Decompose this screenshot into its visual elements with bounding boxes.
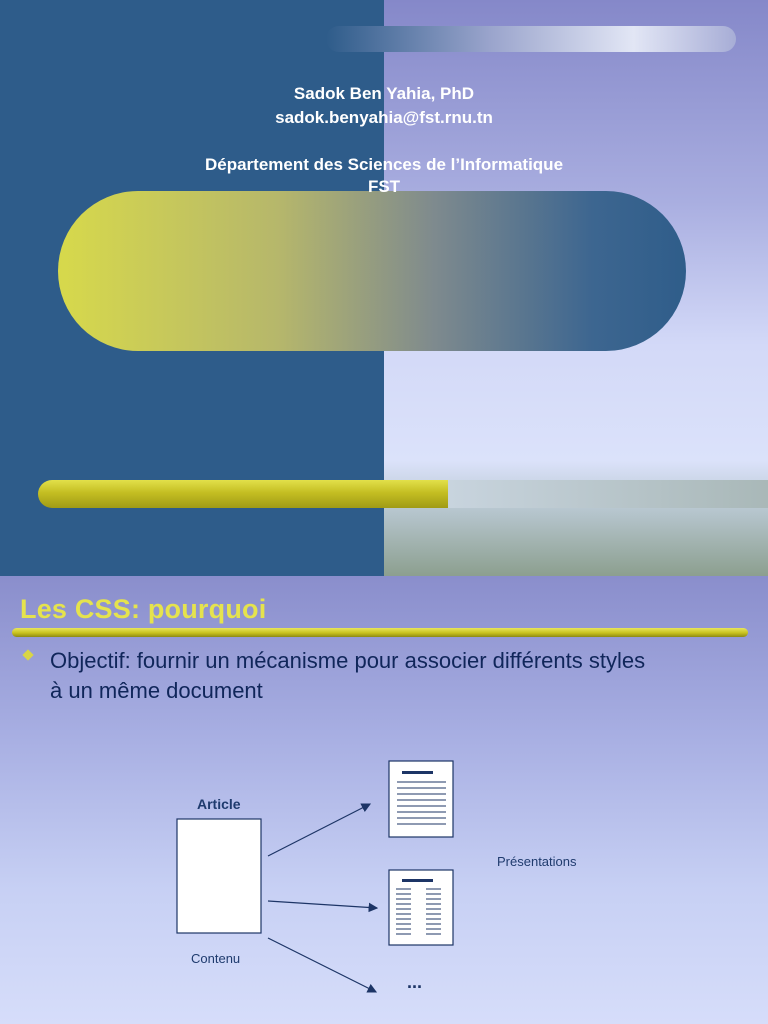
arrow-to-more	[268, 938, 376, 992]
department-name: Département des Sciences de l’Informatique	[204, 155, 564, 174]
presentation-document-1	[389, 761, 453, 837]
institution-name: FST	[367, 177, 401, 196]
author-email: sadok.benyahia@fst.rnu.tn	[275, 108, 493, 127]
content-label: Contenu	[191, 951, 241, 966]
bullet-text-line-2: à un même document	[50, 678, 263, 703]
presentations-label: Présentations	[497, 854, 577, 869]
article-document-box	[177, 819, 261, 933]
article-label: Article	[197, 796, 241, 812]
presentation-document-2	[389, 870, 453, 945]
more-presentations-ellipsis: ...	[407, 972, 423, 992]
decorative-pill-shape	[58, 191, 686, 351]
bullet-text-line-1: Objectif: fournir un mécanisme pour associer différents styles	[50, 648, 646, 673]
style-diagram	[0, 576, 768, 1024]
css-why-slide	[0, 576, 768, 1024]
bottom-right-strip	[448, 480, 768, 508]
top-decorative-bar	[326, 26, 736, 52]
author-name: Sadok Ben Yahia, PhD	[293, 84, 475, 103]
bottom-yellow-bar	[38, 480, 448, 508]
arrow-to-presentation-2	[268, 901, 377, 908]
arrow-to-presentation-1	[268, 804, 370, 856]
slide-title: Les CSS: pourquoi	[20, 594, 267, 624]
